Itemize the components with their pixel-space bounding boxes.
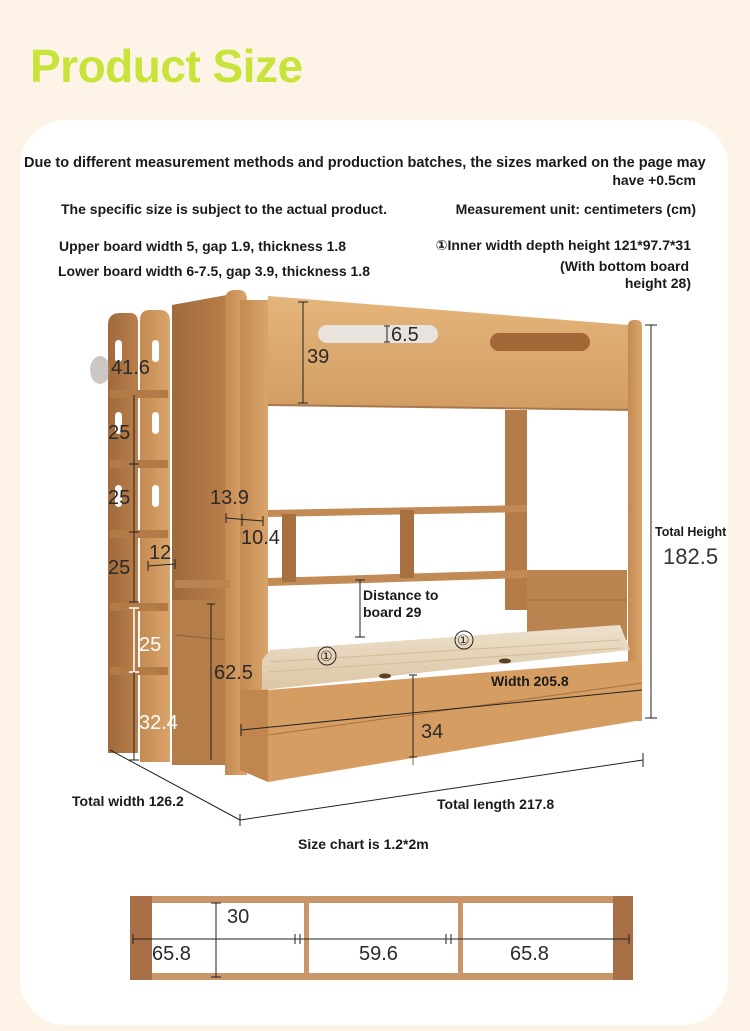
ladder-depth-dimension: 12: [149, 542, 172, 564]
distance-to-board-line-1: Distance to: [363, 587, 439, 603]
actual-product-note: The specific size is subject to the actual product.: [61, 201, 387, 217]
slat-marker-1: ①: [320, 648, 333, 664]
total-height-value: 182.5: [663, 544, 719, 569]
drawer-middle-width: 59.6: [359, 943, 398, 965]
width-dimension: Width 205.8: [491, 673, 569, 689]
lower-guard-height-dimension: 62.5: [214, 662, 253, 684]
guardrail-height-dimension: 39: [307, 346, 330, 368]
drawer-height-dimension: 34: [421, 721, 444, 743]
disclaimer-line-2: have +0.5cm: [612, 172, 696, 188]
inner-dims-line-3: height 28): [624, 275, 691, 291]
measurement-unit-note: Measurement unit: centimeters (cm): [455, 201, 696, 217]
upper-board-note: Upper board width 5, gap 1.9, thickness 1.8: [59, 238, 347, 254]
ladder-top-dimension: 41.6: [111, 357, 150, 379]
lower-board-note: Lower board width 6-7.5, gap 3.9, thickness 1.8: [58, 263, 370, 279]
size-chart-note: Size chart is 1.2*2m: [298, 836, 429, 852]
ladder-bottom-dimension: 32.4: [139, 712, 178, 734]
total-width-dimension: Total width 126.2: [72, 793, 184, 809]
drawer-compartment-height: 30: [227, 906, 250, 928]
slat-marker-2: ①: [457, 632, 470, 648]
post-width-dimension: 13.9: [210, 487, 249, 509]
ladder-step-1-dimension: 25: [108, 422, 131, 444]
ladder-step-3-dimension: 25: [108, 557, 131, 579]
distance-to-board-line-2: board 29: [363, 604, 422, 620]
slot-height-dimension: 6.5: [391, 324, 419, 346]
inner-dims-line-1: ①Inner width depth height 121*97.7*31: [435, 237, 691, 253]
post-depth-dimension: 10.4: [241, 527, 280, 549]
ladder-step-4-dimension: 25: [139, 634, 162, 656]
total-height-label: Total Height: [655, 525, 727, 539]
disclaimer-line-1: Due to different measurement methods and production batches, the sizes marked on the page may: [24, 155, 706, 171]
total-length-dimension: Total length 217.8: [437, 796, 555, 812]
ladder-step-2-dimension: 25: [108, 487, 131, 509]
drawer-left-width: 65.8: [152, 943, 191, 965]
inner-dims-line-2: (With bottom board: [560, 258, 689, 274]
drawer-right-width: 65.8: [510, 943, 549, 965]
page-title: Product Size: [30, 40, 303, 92]
